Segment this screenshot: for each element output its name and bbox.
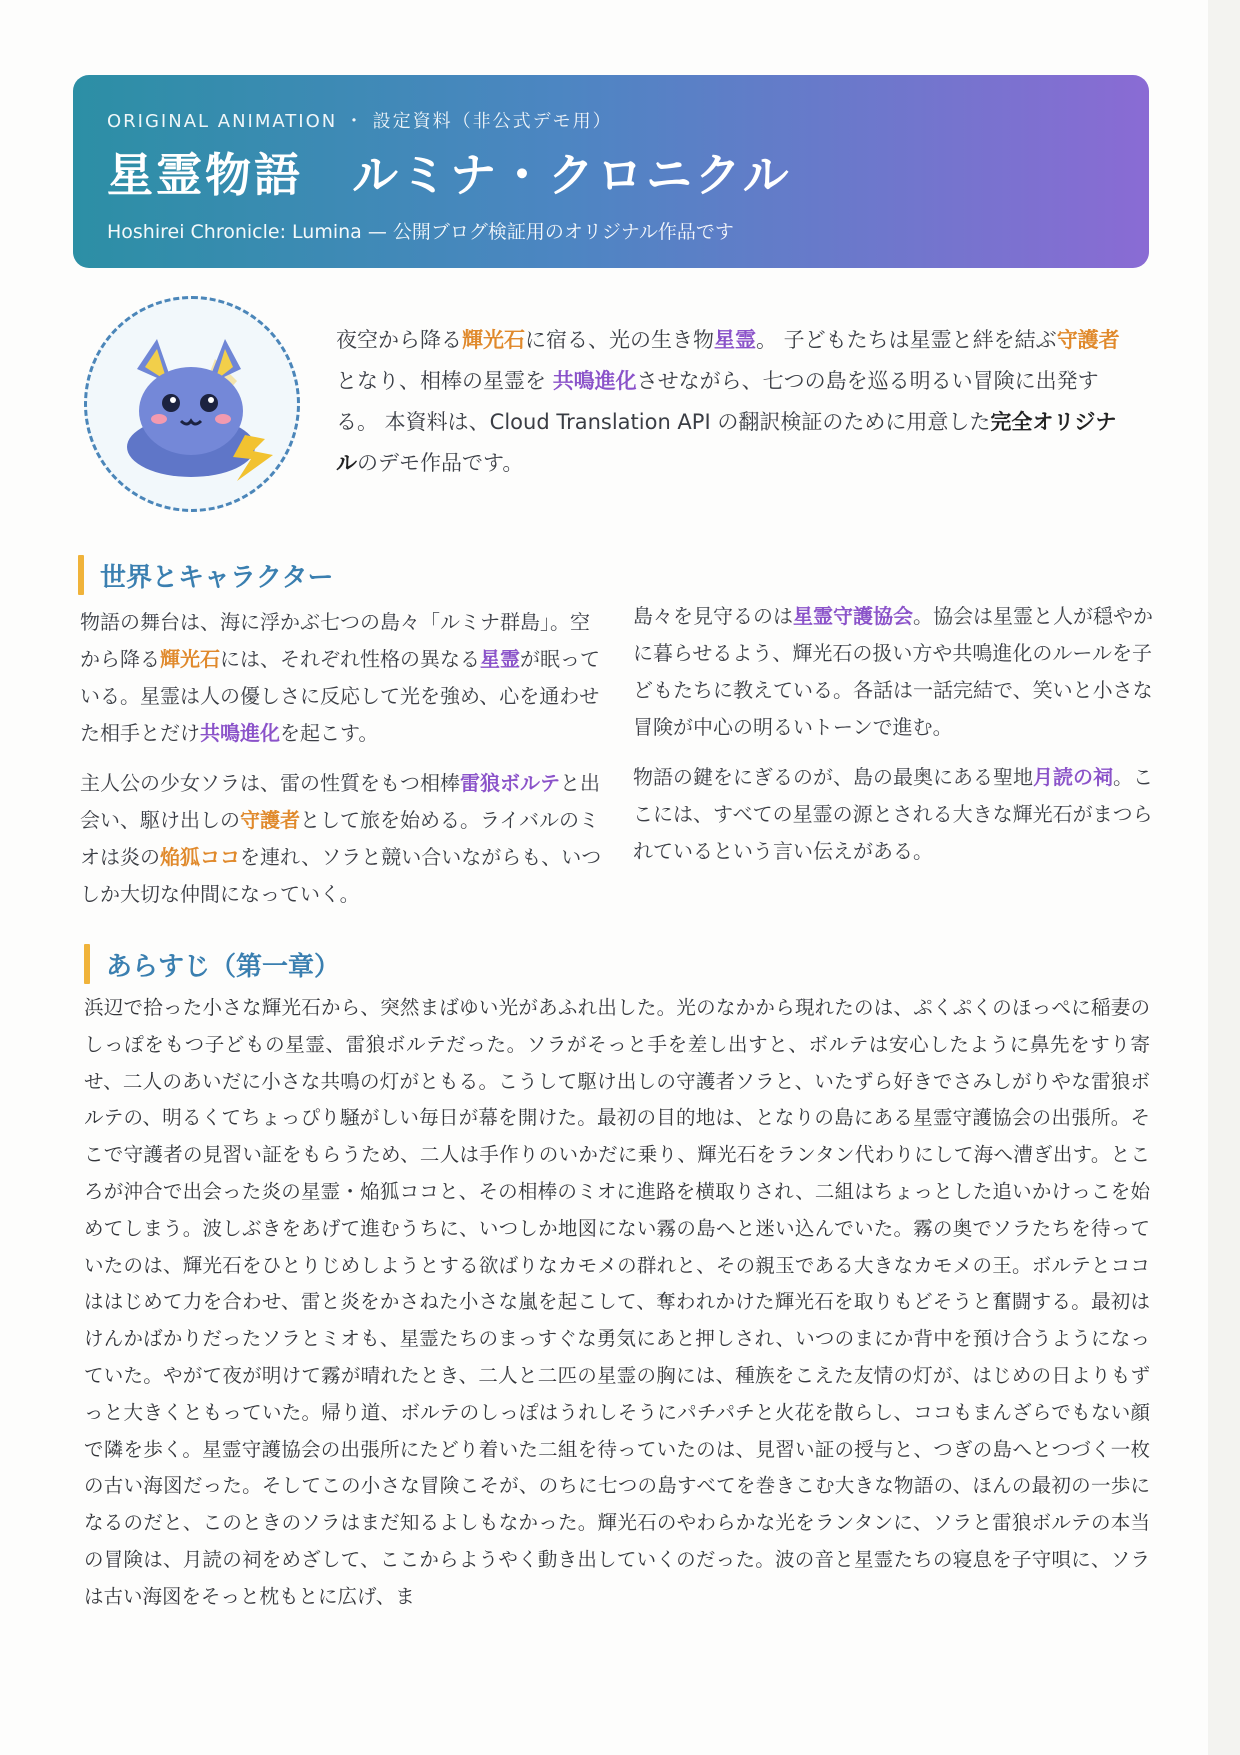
intro-text: となり、相棒の星霊を xyxy=(336,369,553,393)
text: 。協会は星霊と人が穏やかに暮らせるよう、輝光石の扱い方や共鳴進化のルールを子どもたちに教えている。各話は一話完結で、笑いと小さな冒険が中心の明るいトーンで進む。 xyxy=(633,604,1153,739)
column-left xyxy=(80,604,604,926)
term-kikouseki: 輝光石 xyxy=(462,328,525,352)
text: 物語の舞台は、海に浮かぶ七つの島々「ルミナ群島」。空から降る xyxy=(80,610,590,671)
intro-text: させながら、七つの島を巡る明るい冒険に出発する。 本資料は、Cloud Translation API の翻訳検証のために用意した xyxy=(336,369,1099,434)
term-kyoumei-shinka: 共鳴進化 xyxy=(200,721,280,745)
section-heading-world xyxy=(78,555,333,595)
text: と出会い、駆け出しの xyxy=(80,771,600,832)
text: 主人公の少女ソラは、雷の性質をもつ相棒 xyxy=(80,771,460,795)
section-accent-bar xyxy=(78,555,84,595)
term-shugosha: 守護者 xyxy=(1056,328,1120,352)
term-enko-coco: 焔狐ココ xyxy=(160,845,240,869)
header-overline: ORIGINAL ANIMATION ・ 設定資料（非公式デモ用） xyxy=(107,111,613,132)
paragraph xyxy=(633,759,1153,870)
page-title: 星霊物語 ルミナ・クロニクル xyxy=(107,148,792,202)
header-banner xyxy=(73,75,1149,268)
intro-paragraph xyxy=(336,320,1136,484)
term-original: 完全オリジナル xyxy=(336,410,1117,475)
intro-text: 。 子どもたちは星霊と絆を結ぶ xyxy=(756,328,1057,352)
paragraph xyxy=(80,604,604,752)
text: として旅を始める。ライバルのミオは炎の xyxy=(80,808,599,869)
term-seirei: 星霊 xyxy=(714,328,756,352)
synopsis-body: 浜辺で拾った小さな輝光石から、突然まばゆい光があふれ出した。光のなかから現れたのは、ぷくぷくのほっぺに稲妻のしっぽをもつ子どもの星霊、雷狼ボルテだった。ソラがそっと手を差し出すと、ボルテは安心したように鼻先をすり寄せ、二人のあいだに小さな共鳴の灯がともる。こうして駆け出しの守護者ソラと、いたずら好きでさみしがりやな雷狼ボルテの、明るくてちょっぴり騒がしい毎日が幕を開けた。最初の目的地は、となりの島にある星霊守護協会の出張所。そこで守護者の見習い証をもらうため、二人は手作りのいかだに乗り、輝光石をランタン代わりにして海へ漕ぎ出す。ところが沖合で出会った炎の星霊・焔狐ココと、その相棒のミオに進路を横取りされ、二組はちょっとした追いかけっこを始めてしまう。波しぶきをあげて進むうちに、いつしか地図にない霧の島へと迷い込んでいた。霧の奥でソラたちを待っていたのは、輝光石をひとりじめしようとする欲ばりなカモメの群れと、その親玉である大きなカモメの王。ボルテとココははじめて力を合わせ、雷と炎をかさねた小さな嵐を起こして、奪われかけた輝光石を取りもどそうと奮闘する。最初はけんかばかりだったソラとミオも、星霊たちのまっすぐな勇気にあと押しされ、いつのまにか背中を預け合うようになっていた。やがて夜が明けて霧が晴れたとき、二人と二匹の星霊の胸には、種族をこえた友情の灯が、はじめの日よりもずっと大きくともっていた。帰り道、ボルテのしっぽはうれしそうにパチパチと火花を散らし、ココもまんざらでもない顔で隣を歩く。星霊守護協会の出張所にたどり着いた二組を待っていたのは、見習い証の授与と、つぎの島へとつづく一枚の古い海図だった。そしてこの小さな冒険こそが、のちに七つの島すべてを巻きこむ大きな物語の、ほんの最初の一歩になるのだと、このときのソラはまだ知るよしもなかった。輝光石のやわらかな光をランタンに、ソラと雷狼ボルテの本当の冒険は、月読の祠をめざして、ここからようやく動き出していくのだった。波の音と星霊たちの寝息を子守唄に、ソラは古い海図をそっと枕もとに広げ、ま xyxy=(84,996,1150,1608)
term-shugosha: 守護者 xyxy=(240,808,300,832)
paragraph xyxy=(633,598,1153,746)
thunder-wolf-spirit-icon xyxy=(87,299,297,509)
intro-text: に宿る、光の生き物 xyxy=(525,328,714,352)
text: を連れ、ソラと競い合いながらも、いつしか大切な仲間になっていく。 xyxy=(80,845,602,906)
section-title: 世界とキャラクター xyxy=(100,562,334,593)
term-seirei: 星霊 xyxy=(480,647,520,671)
header-subtitle: Hoshirei Chronicle: Lumina — 公開ブログ検証用のオリジナル作品です xyxy=(107,221,734,243)
mascot-illustration xyxy=(84,296,300,512)
section-title: あらすじ（第一章） xyxy=(106,951,341,982)
term-tsukuyomi: 月読の祠 xyxy=(1033,765,1113,789)
term-raiou-borte: 雷狼ボルテ xyxy=(460,771,560,795)
term-kikouseki: 輝光石 xyxy=(160,647,220,671)
text: 。ここには、すべての星霊の源とされる大きな輝光石がまつられているという言い伝えがある。 xyxy=(633,765,1153,863)
intro-text: のデモ作品です。 xyxy=(357,451,524,475)
intro-text: 夜空から降る xyxy=(336,328,462,352)
paragraph xyxy=(80,765,604,913)
column-right xyxy=(633,598,1153,883)
section-accent-bar xyxy=(84,944,90,984)
text: 島々を見守るのは xyxy=(633,604,793,628)
text: を起こす。 xyxy=(280,721,379,745)
section-heading-synopsis xyxy=(84,944,340,984)
text: が眠っている。星霊は人の優しさに反応して光を強め、心を通わせた相手とだけ xyxy=(80,647,600,745)
text: 物語の鍵をにぎるのが、島の最奥にある聖地 xyxy=(633,765,1033,789)
text: には、それぞれ性格の異なる xyxy=(220,647,480,671)
term-kyoumei-shinka: 共鳴進化 xyxy=(552,369,637,393)
term-kyokai: 星霊守護協会 xyxy=(793,604,913,628)
